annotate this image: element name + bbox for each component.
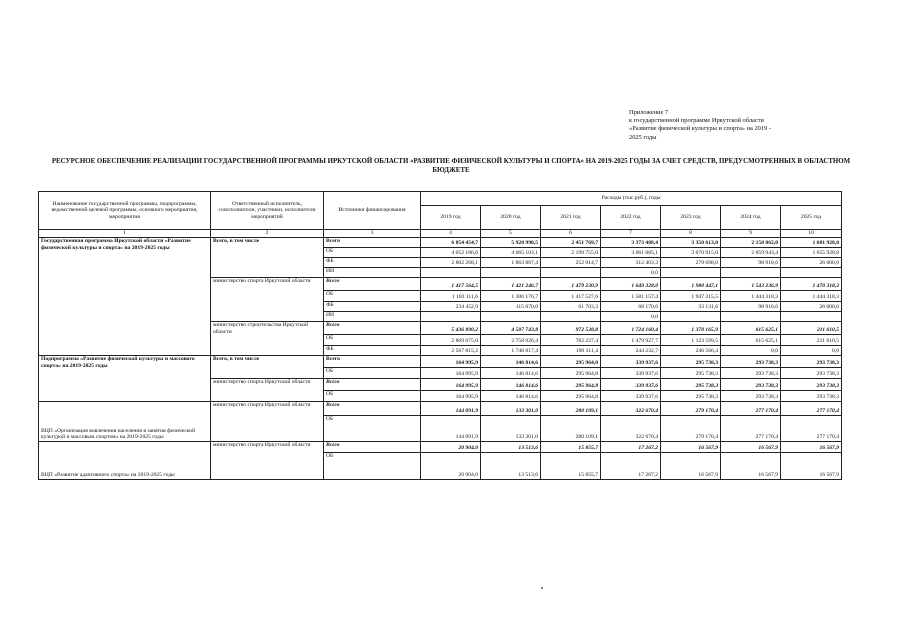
value-cell xyxy=(661,312,721,322)
value-cell: 146 814,6 xyxy=(481,391,541,402)
value-cell xyxy=(781,268,842,278)
value-cell: 295 738,3 xyxy=(661,368,721,379)
table-row xyxy=(39,238,842,248)
value-cell: 0,0 xyxy=(781,346,842,356)
value-cell: 0,0 xyxy=(601,268,661,278)
value-cell: 312 403,3 xyxy=(601,258,661,268)
value-cell: 2 802 268,1 xyxy=(421,258,481,268)
source-cell: ИИ xyxy=(324,312,421,322)
value-cell: 133 301,0 xyxy=(481,416,541,442)
value-cell: 1 417 564,5 xyxy=(421,278,481,291)
value-cell: 1 863 887,4 xyxy=(481,258,541,268)
value-cell: 339 937,6 xyxy=(601,379,661,391)
value-cell: 26 000,0 xyxy=(781,302,842,312)
value-cell: 146 814,6 xyxy=(481,379,541,391)
value-cell: 211 610,5 xyxy=(781,322,842,335)
value-cell: 164 995,9 xyxy=(421,379,481,391)
value-cell: 295 964,8 xyxy=(541,368,601,379)
executor-cell: министерство спорта Иркутской области xyxy=(211,379,324,402)
column-number: 9 xyxy=(721,230,781,238)
value-cell: 246 566,4 xyxy=(661,346,721,356)
value-cell: 0,0 xyxy=(721,346,781,356)
header-year: 2025 год xyxy=(781,206,842,230)
value-cell: 293 738,3 xyxy=(781,379,842,391)
source-cell: ФБ xyxy=(324,258,421,268)
value-cell xyxy=(421,268,481,278)
executor-cell: министерство спорта Иркутской области xyxy=(211,278,324,322)
value-cell: 4 065 103,1 xyxy=(481,248,541,258)
value-cell: 20 904,0 xyxy=(421,453,481,480)
value-cell: 16 567,9 xyxy=(781,453,842,480)
source-cell: Всего xyxy=(324,278,421,291)
value-cell: 133 301,0 xyxy=(481,402,541,416)
value-cell: 4 507 743,8 xyxy=(481,322,541,335)
value-cell: 972 538,8 xyxy=(541,322,601,335)
value-cell: 615 625,1 xyxy=(721,322,781,335)
value-cell: 1 421 246,7 xyxy=(481,278,541,291)
value-cell: 0,0 xyxy=(601,312,661,322)
program-name: Государственная программа Иркутской области «Развитие физической культуры и спорта» на 2019-2025 годы xyxy=(39,238,211,356)
column-number: 3 xyxy=(324,230,421,238)
source-cell: ФБ xyxy=(324,346,421,356)
value-cell: 2 451 769,7 xyxy=(541,238,601,248)
header-executor: Ответственный исполнитель, соисполнители, участники, исполнители мероприятий xyxy=(211,192,324,230)
source-cell: Всего xyxy=(324,238,421,248)
value-cell xyxy=(721,312,781,322)
source-cell: ОБ xyxy=(324,453,421,480)
resource-table xyxy=(38,191,842,480)
value-cell: 98 918,6 xyxy=(721,302,781,312)
value-cell: 1 123 599,5 xyxy=(661,335,721,346)
appendix-line: к государственной программе Иркутской области xyxy=(629,117,764,125)
appendix-line: Приложение 7 xyxy=(629,109,669,116)
value-cell: 1 479 927,7 xyxy=(601,335,661,346)
value-cell xyxy=(421,312,481,322)
value-cell: 144 091,9 xyxy=(421,416,481,442)
value-cell: 1 183 111,6 xyxy=(421,291,481,302)
value-cell: 16 567,9 xyxy=(661,442,721,453)
value-cell: 5 436 890,2 xyxy=(421,322,481,335)
header-year: 2022 год xyxy=(601,206,661,230)
value-cell xyxy=(481,268,541,278)
document-title: РЕСУРСНОЕ ОБЕСПЕЧЕНИЕ РЕАЛИЗАЦИИ ГОСУДАРСТВЕННОЙ ПРОГРАММЫ ИРКУТСКОЙ ОБЛАСТИ «РАЗВИТИЕ ФИЗИЧЕСКОЙ КУЛЬТУРЫ И СПОРТА» НА 2019-2025 ГОДЫ ЗА СЧЕТ СРЕДСТВ, ПРЕДУСМОТРЕННЫХ В ОБЛАСТНОМ БЮДЖЕТЕ xyxy=(51,158,851,174)
value-cell: 1 444 318,3 xyxy=(721,291,781,302)
value-cell: 1 649 328,0 xyxy=(601,278,661,291)
value-cell xyxy=(781,312,842,322)
value-cell: 1 306 176,7 xyxy=(481,291,541,302)
column-number: 8 xyxy=(661,230,721,238)
value-cell: 2 158 862,0 xyxy=(721,238,781,248)
value-cell: 2 199 755,0 xyxy=(541,248,601,258)
value-cell: 16 567,9 xyxy=(721,442,781,453)
value-cell: 1 681 928,8 xyxy=(781,238,842,248)
value-cell: 211 610,5 xyxy=(781,335,842,346)
value-cell: 16 567,9 xyxy=(781,442,842,453)
value-cell xyxy=(541,312,601,322)
source-cell: ОБ xyxy=(324,391,421,402)
value-cell: 5 928 990,5 xyxy=(481,238,541,248)
value-cell: 293 738,3 xyxy=(721,368,781,379)
value-cell: 1 748 817,4 xyxy=(481,346,541,356)
executor-cell: министерство строительства Иркутской области xyxy=(211,322,324,356)
appendix-line: «Развитие физической культуры и спорта» на 2019 - xyxy=(629,125,771,133)
value-cell: 339 937,6 xyxy=(601,356,661,368)
value-cell: 244 232,7 xyxy=(601,346,661,356)
value-cell: 1 581 157,4 xyxy=(601,291,661,302)
value-cell xyxy=(481,312,541,322)
value-cell: 3 061 085,1 xyxy=(601,248,661,258)
column-number: 6 xyxy=(541,230,601,238)
value-cell: 615 625,1 xyxy=(721,335,781,346)
value-cell: 295 738,3 xyxy=(661,379,721,391)
value-cell: 1 444 318,3 xyxy=(781,291,842,302)
value-cell: 1 543 236,9 xyxy=(721,278,781,291)
value-cell: 277 170,4 xyxy=(781,416,842,442)
value-cell: 1 479 230,9 xyxy=(541,278,601,291)
value-cell: 322 670,4 xyxy=(601,416,661,442)
header-name: Наименование государственной программы, подпрограммы, ведомственной целевой программы, основного мероприятия, мероприятия xyxy=(39,192,211,230)
value-cell: 295 738,3 xyxy=(661,356,721,368)
column-number: 2 xyxy=(211,230,324,238)
value-cell: 164 995,9 xyxy=(421,368,481,379)
value-cell: 146 814,6 xyxy=(481,368,541,379)
value-cell: 1 724 160,4 xyxy=(601,322,661,335)
source-cell: ОБ xyxy=(324,416,421,442)
source-cell: Всего xyxy=(324,356,421,368)
header-year: 2019 год xyxy=(421,206,481,230)
value-cell: 2 869 075,0 xyxy=(421,335,481,346)
value-cell: 293 738,3 xyxy=(781,391,842,402)
source-cell: ОБ xyxy=(324,291,421,302)
value-cell: 1 980 447,1 xyxy=(661,278,721,291)
header-year: 2023 год xyxy=(661,206,721,230)
value-cell: 293 738,3 xyxy=(781,356,842,368)
value-cell: 234 452,9 xyxy=(421,302,481,312)
table-row xyxy=(39,356,842,368)
header-expenses: Расходы (тыс.руб.), годы xyxy=(421,192,842,206)
value-cell: 339 937,6 xyxy=(601,368,661,379)
source-cell: Всего xyxy=(324,402,421,416)
value-cell: 6 854 454,7 xyxy=(421,238,481,248)
value-cell: 295 964,8 xyxy=(541,391,601,402)
value-cell: 2 059 943,4 xyxy=(721,248,781,258)
value-cell: 98 918,6 xyxy=(721,258,781,268)
column-number: 5 xyxy=(481,230,541,238)
value-cell: 279 170,4 xyxy=(661,402,721,416)
value-cell: 280 109,1 xyxy=(541,416,601,442)
value-cell: 293 738,3 xyxy=(781,368,842,379)
value-cell: 1 470 318,3 xyxy=(781,278,842,291)
value-cell: 1 655 928,8 xyxy=(781,248,842,258)
value-cell: 339 937,6 xyxy=(601,391,661,402)
value-cell: 277 170,4 xyxy=(781,402,842,416)
value-cell: 17 267,2 xyxy=(601,453,661,480)
program-name: ВЦП «Развитие адаптивного спорта» на 2019-2025 годы xyxy=(39,442,211,480)
value-cell: 33 131,6 xyxy=(661,302,721,312)
value-cell: 280 109,1 xyxy=(541,402,601,416)
executor-cell: министерство спорта Иркутской области xyxy=(211,442,324,480)
source-cell: ИИ xyxy=(324,268,421,278)
source-cell: Всего xyxy=(324,322,421,335)
value-cell: 1 947 315,5 xyxy=(661,291,721,302)
value-cell: 15 855,7 xyxy=(541,442,601,453)
source-cell: ОБ xyxy=(324,248,421,258)
value-cell: 322 670,4 xyxy=(601,402,661,416)
value-cell xyxy=(661,268,721,278)
column-number: 4 xyxy=(421,230,481,238)
value-cell: 252 014,7 xyxy=(541,258,601,268)
value-cell: 277 170,4 xyxy=(721,416,781,442)
value-cell: 3 070 915,0 xyxy=(661,248,721,258)
value-cell: 15 855,7 xyxy=(541,453,601,480)
value-cell: 2 758 926,4 xyxy=(481,335,541,346)
value-cell: 279 698,0 xyxy=(661,258,721,268)
appendix-note xyxy=(629,109,809,142)
source-cell: ФБ xyxy=(324,302,421,312)
value-cell: 3 350 613,0 xyxy=(661,238,721,248)
value-cell: 4 052 186,6 xyxy=(421,248,481,258)
value-cell: 146 814,6 xyxy=(481,356,541,368)
column-number: 10 xyxy=(781,230,842,238)
header-year: 2020 год xyxy=(481,206,541,230)
executor-cell: министерство спорта Иркутской области xyxy=(211,402,324,442)
column-number: 7 xyxy=(601,230,661,238)
value-cell: 2 567 815,2 xyxy=(421,346,481,356)
column-number: 1 xyxy=(39,230,211,238)
value-cell xyxy=(541,268,601,278)
header-year: 2024 год xyxy=(721,206,781,230)
source-cell: ОБ xyxy=(324,368,421,379)
value-cell: 16 567,9 xyxy=(721,453,781,480)
value-cell: 164 995,9 xyxy=(421,391,481,402)
program-name: Подпрограмма «Развитие физической культуры и массового спорта» на 2019-2025 годы xyxy=(39,356,211,402)
header-year: 2021 год xyxy=(541,206,601,230)
value-cell: 295 964,8 xyxy=(541,379,601,391)
value-cell: 293 738,3 xyxy=(721,391,781,402)
executor-cell: Всего, в том числе xyxy=(211,238,324,278)
value-cell: 295 738,3 xyxy=(661,391,721,402)
value-cell: 20 904,0 xyxy=(421,442,481,453)
value-cell: 277 170,4 xyxy=(721,402,781,416)
value-cell xyxy=(721,268,781,278)
source-cell: Всего xyxy=(324,379,421,391)
source-cell: ОБ xyxy=(324,335,421,346)
value-cell: 1 417 527,6 xyxy=(541,291,601,302)
value-cell: 16 567,9 xyxy=(661,453,721,480)
value-cell: 190 311,4 xyxy=(541,346,601,356)
value-cell: 295 964,8 xyxy=(541,356,601,368)
table-row xyxy=(39,442,842,453)
table-row xyxy=(39,402,842,416)
value-cell: 144 091,9 xyxy=(421,402,481,416)
value-cell: 3 373 488,4 xyxy=(601,238,661,248)
source-cell: Всего xyxy=(324,442,421,453)
value-cell: 61 703,3 xyxy=(541,302,601,312)
header-source: Источники финансирования xyxy=(324,192,421,230)
executor-cell: Всего, в том числе xyxy=(211,356,324,379)
value-cell: 13 513,6 xyxy=(481,442,541,453)
value-cell: 68 170,6 xyxy=(601,302,661,312)
value-cell: 279 170,4 xyxy=(661,416,721,442)
program-name: ВЦП «Организация вовлечения населения в занятия физической культурой и массовым спортом» на 2019-2025 годы xyxy=(39,402,211,442)
value-cell: 293 738,3 xyxy=(721,379,781,391)
value-cell: 293 738,3 xyxy=(721,356,781,368)
value-cell: 115 070,0 xyxy=(481,302,541,312)
value-cell: 17 267,2 xyxy=(601,442,661,453)
value-cell: 13 513,6 xyxy=(481,453,541,480)
value-cell: 26 000,0 xyxy=(781,258,842,268)
value-cell: 1 370 165,9 xyxy=(661,322,721,335)
scan-speck xyxy=(541,587,543,589)
value-cell: 164 995,9 xyxy=(421,356,481,368)
appendix-line: 2025 годы xyxy=(629,133,657,141)
value-cell: 782 227,4 xyxy=(541,335,601,346)
